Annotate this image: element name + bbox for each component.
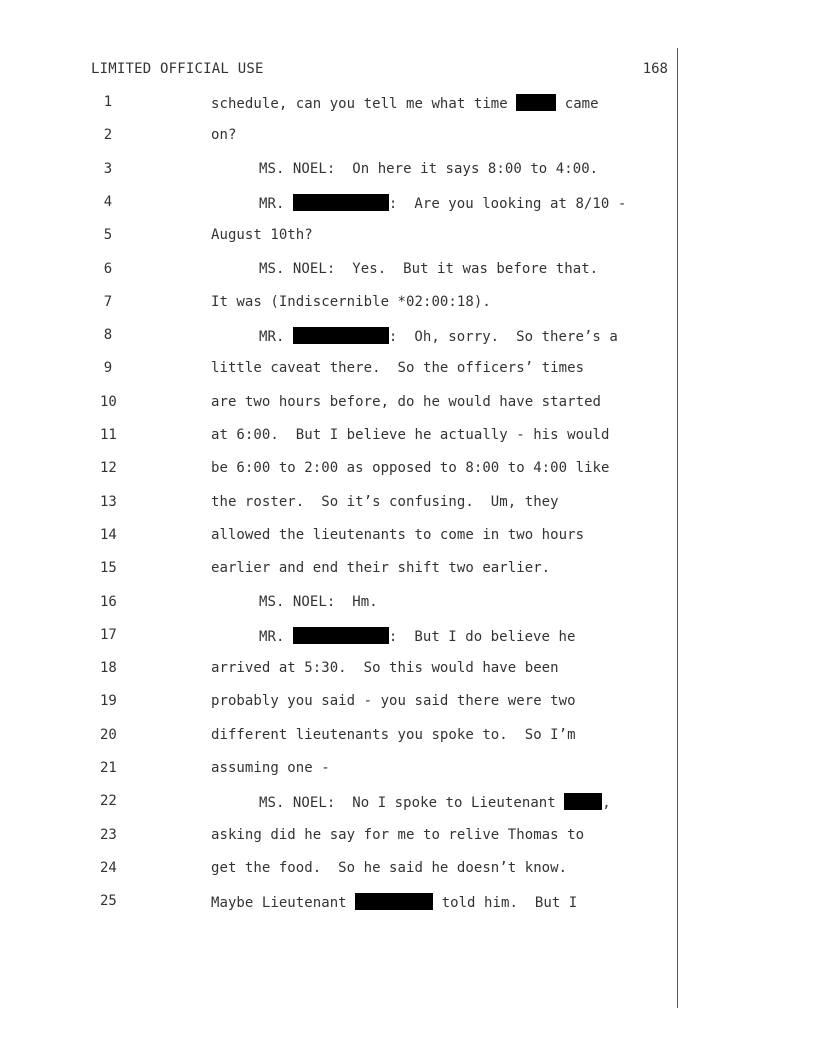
line-text [211, 693, 576, 709]
text-segment: probably you said - you said there were two [211, 693, 576, 710]
line-number: 1 [103, 94, 113, 110]
transcript-line [0, 294, 700, 314]
transcript-line [0, 227, 700, 247]
text-segment: MS. NOEL: On here it says 8:00 to 4:00. [259, 160, 599, 177]
line-number: 20 [100, 726, 117, 743]
line-number: 4 [103, 193, 113, 210]
line-number: 25 [100, 893, 117, 910]
transcript-line [0, 860, 700, 880]
transcript-line [0, 660, 700, 680]
text-segment: It was (Indiscernible *02:00:18). [211, 293, 491, 310]
line-number: 13 [100, 493, 117, 510]
transcript-line [0, 94, 700, 114]
line-text [211, 94, 599, 112]
line-text [211, 893, 577, 911]
line-text [259, 627, 575, 645]
line-number: 22 [100, 793, 117, 810]
text-segment: MR. [259, 195, 293, 212]
line-number: 19 [100, 693, 117, 710]
line-number: 21 [100, 760, 117, 776]
line-number: 15 [100, 560, 117, 577]
transcript-line [0, 527, 700, 547]
line-number: 6 [103, 260, 113, 277]
line-text [211, 127, 236, 143]
text-segment: told him. But I [433, 895, 578, 912]
text-segment: get the food. So he said he doesn’t know. [211, 859, 568, 876]
transcript-line [0, 827, 700, 847]
transcript-line [0, 360, 700, 380]
transcript-line [0, 394, 700, 414]
line-number: 16 [100, 593, 117, 610]
text-segment: : Are you looking at 8/10 - [388, 195, 627, 212]
transcript-line [0, 261, 700, 281]
line-number: 2 [103, 127, 113, 144]
text-segment: MR. [259, 628, 293, 645]
text-segment: allowed the lieutenants to come in two hours [211, 526, 585, 543]
line-text [211, 460, 610, 476]
line-text [211, 227, 313, 243]
line-text [211, 860, 567, 876]
line-text [211, 427, 610, 443]
transcript-line [0, 760, 700, 780]
text-segment: MS. NOEL: No I spoke to Lieutenant [259, 795, 565, 812]
line-number: 3 [103, 160, 113, 177]
transcript-line [0, 793, 700, 813]
line-number: 12 [100, 460, 117, 477]
text-segment: earlier and end their shift two earlier. [211, 560, 551, 577]
line-number: 7 [103, 293, 113, 310]
redaction-box [516, 94, 556, 111]
text-segment: : Oh, sorry. So there’s a [388, 329, 618, 346]
line-text [211, 360, 584, 376]
redaction-box [293, 194, 389, 211]
redaction-box [293, 627, 389, 644]
redaction-box [355, 893, 433, 910]
line-number: 5 [103, 227, 113, 244]
line-number: 17 [100, 626, 117, 643]
line-number: 11 [100, 427, 117, 443]
line-text [259, 161, 598, 177]
line-text [259, 194, 626, 212]
text-segment: schedule, can you tell me what time [211, 96, 517, 112]
line-text [211, 727, 576, 743]
classification-header: LIMITED OFFICIAL USE [91, 61, 264, 77]
line-number: 24 [100, 859, 117, 876]
line-number: 10 [100, 393, 117, 410]
text-segment: assuming one - [211, 760, 330, 776]
text-segment: came [556, 96, 599, 112]
transcript-line [0, 594, 700, 614]
text-segment: MR. [259, 329, 293, 346]
line-text [259, 594, 378, 610]
text-segment: little caveat there. So the officers’ times [211, 360, 585, 377]
text-segment: are two hours before, do he would have started [211, 393, 602, 410]
text-segment: on? [211, 127, 237, 144]
line-text [211, 527, 584, 543]
text-segment: be 6:00 to 2:00 as opposed to 8:00 to 4:00 like [211, 460, 610, 477]
line-text [211, 494, 559, 510]
line-number: 8 [103, 327, 113, 344]
transcript-line [0, 127, 700, 147]
line-text [211, 660, 559, 676]
text-segment: Maybe Lieutenant [211, 895, 356, 912]
line-text [211, 760, 330, 776]
redaction-box [293, 327, 389, 344]
text-segment: asking did he say for me to relive Thomas to [211, 826, 585, 843]
transcript-line [0, 460, 700, 480]
transcript-line [0, 727, 700, 747]
line-text [211, 294, 491, 310]
line-text [259, 793, 611, 811]
redaction-box [564, 793, 602, 810]
text-segment: arrived at 5:30. So this would have been [211, 660, 559, 677]
line-text [211, 827, 584, 843]
line-text [259, 261, 598, 277]
text-segment: MS. NOEL: Hm. [259, 593, 378, 610]
line-text [211, 560, 550, 576]
text-segment: at 6:00. But I believe he actually - his would [211, 427, 610, 443]
line-text [211, 394, 601, 410]
text-segment: the roster. So it’s confusing. Um, they [211, 493, 559, 510]
text-segment: different lieutenants you spoke to. So I’m [211, 726, 576, 743]
transcript-line [0, 893, 700, 913]
transcript-line [0, 427, 700, 447]
text-segment: August 10th? [211, 227, 313, 244]
text-segment: MS. NOEL: Yes. But it was before that. [259, 260, 599, 277]
transcript-line [0, 327, 700, 347]
line-number: 18 [100, 660, 117, 677]
transcript-line [0, 693, 700, 713]
transcript-line [0, 194, 700, 214]
transcript-line [0, 161, 700, 181]
transcript-line [0, 494, 700, 514]
transcript-line [0, 627, 700, 647]
line-number: 23 [100, 826, 117, 843]
line-text [259, 327, 618, 345]
transcript-line [0, 560, 700, 580]
text-segment: : But I do believe he [388, 628, 576, 645]
line-number: 14 [100, 526, 117, 543]
text-segment: , [602, 795, 611, 812]
page-number: 168 [642, 61, 668, 77]
line-number: 9 [103, 360, 113, 377]
